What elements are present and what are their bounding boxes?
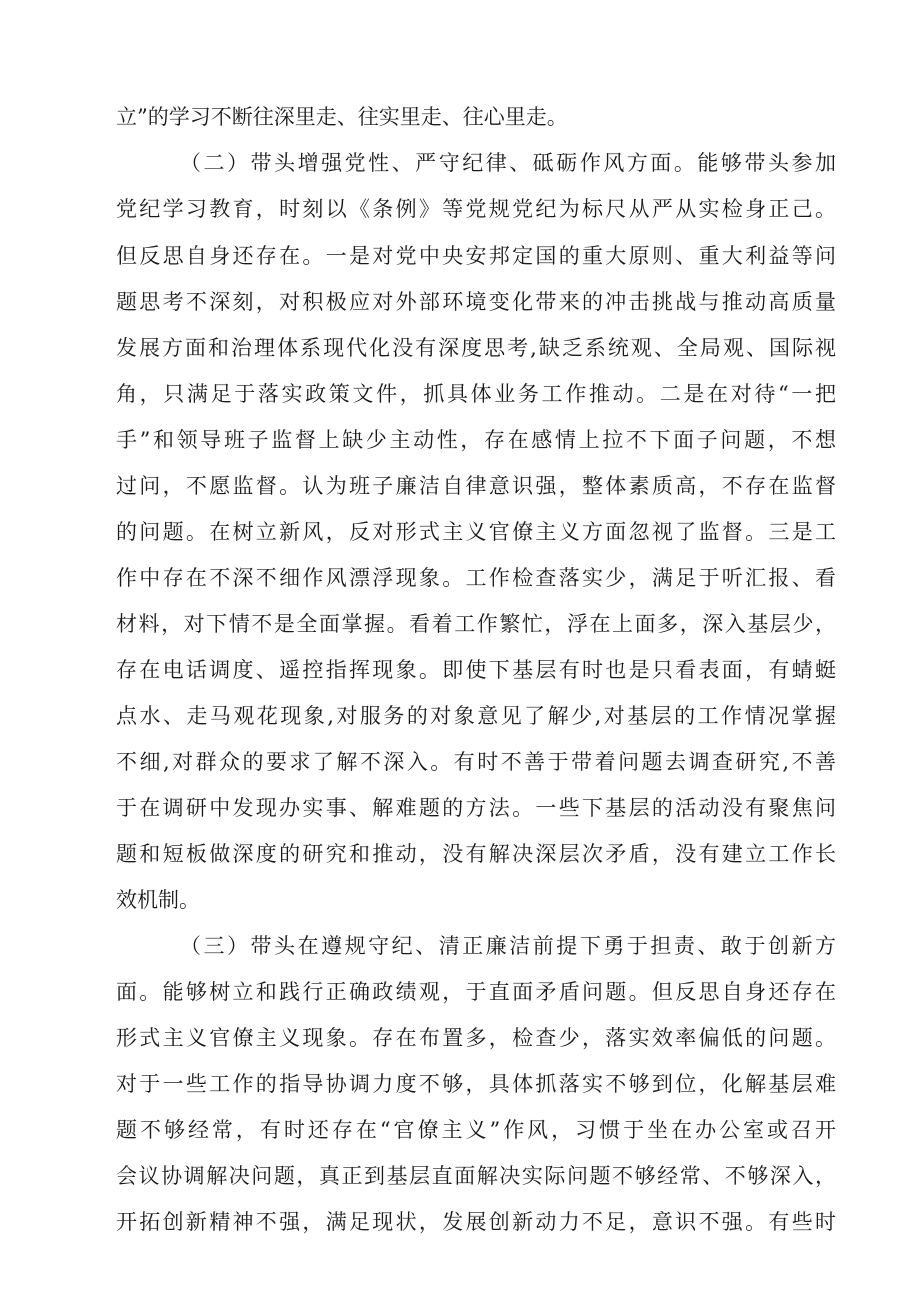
text-line: 效机制。 — [116, 888, 200, 912]
text-line: 会议协调解决问题，真正到基层直面解决实际问题不够经常、不够深入， — [116, 1164, 836, 1188]
text-line: 立”的学习不断往深里走、往实里走、往心里走。 — [116, 105, 568, 129]
text-line: 开拓创新精神不强，满足现状，发展创新动力不足，意识不强。有些时 — [116, 1210, 836, 1234]
text-line: 过问，不愿监督。认为班子廉洁自律意识强，整体素质高，不存在监督 — [116, 474, 836, 498]
text-line: 作中存在不深不细作风漂浮现象。工作检查落实少，满足于听汇报、看 — [116, 566, 836, 590]
text-line: 但反思自身还存在。一是对党中央安邦定国的重大原则、重大利益等问 — [116, 244, 836, 268]
text-line: 形式主义官僚主义现象。存在布置多，检查少，落实效率偏低的问题。 — [116, 1026, 836, 1050]
text-line: 存在电话调度、遥控指挥现象。即使下基层有时也是只看表面，有蜻蜓 — [116, 658, 836, 682]
text-line: 的问题。在树立新风，反对形式主义官僚主义方面忽视了监督。三是工 — [116, 520, 836, 544]
section-heading-line: （二）带头增强党性、严守纪律、砥砺作风方面。能够带头参加 — [180, 151, 836, 175]
text-line: 题和短板做深度的研究和推动，没有解决深层次矛盾，没有建立工作长 — [116, 842, 836, 866]
text-line: 不细,对群众的要求了解不深入。有时不善于带着问题去调查研究,不善 — [116, 750, 836, 774]
text-line: 手”和领导班子监督上缺少主动性，存在感情上拉不下面子问题，不想 — [116, 428, 836, 452]
text-line: 于在调研中发现办实事、解难题的方法。一些下基层的活动没有聚焦问 — [116, 796, 836, 820]
text-line: 党纪学习教育，时刻以《条例》等党规党纪为标尺从严从实检身正己。 — [116, 197, 836, 221]
text-line: 材料，对下情不是全面掌握。看着工作繁忙，浮在上面多，深入基层少， — [116, 612, 836, 636]
text-line: 角，只满足于落实政策文件，抓具体业务工作推动。二是在对待“一把 — [116, 382, 836, 406]
section-heading-line: （三）带头在遵规守纪、清正廉洁前提下勇于担责、敢于创新方 — [180, 934, 836, 958]
text-line: 发展方面和治理体系现代化没有深度思考,缺乏系统观、全局观、国际视 — [116, 336, 836, 360]
text-line: 题不够经常，有时还存在“官僚主义”作风，习惯于坐在办公室或召开 — [116, 1118, 836, 1142]
text-line: 题思考不深刻，对积极应对外部环境变化带来的冲击挑战与推动高质量 — [116, 290, 836, 314]
text-line: 点水、走马观花现象,对服务的对象意见了解少,对基层的工作情况掌握 — [116, 704, 836, 728]
text-line: 面。能够树立和践行正确政绩观，于直面矛盾问题。但反思自身还存在 — [116, 980, 836, 1004]
text-line: 对于一些工作的指导协调力度不够，具体抓落实不够到位，化解基层难 — [116, 1072, 836, 1096]
